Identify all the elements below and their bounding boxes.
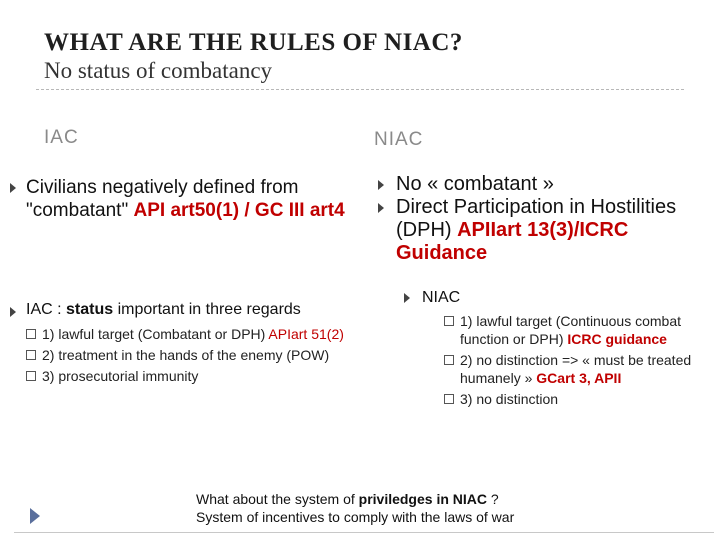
iac-status-bullet xyxy=(10,300,370,320)
checkbox-bullet-icon xyxy=(444,316,454,326)
civilians-text: Civilians negatively defined from "combatant" xyxy=(26,177,299,221)
checkbox-bullet-icon xyxy=(26,371,36,381)
bullet-text xyxy=(10,300,370,320)
item-ref: GCart 3, APII xyxy=(536,370,622,386)
dph-text: Direct Participation in Hostilities (DPH) xyxy=(396,196,677,241)
list-item xyxy=(444,390,694,408)
footer-end: ? xyxy=(487,491,499,507)
niac-label: NIAC xyxy=(422,289,461,306)
navigation-arrow-icon xyxy=(30,508,40,524)
iac-prefix: IAC : xyxy=(26,301,67,318)
status-word: status xyxy=(66,301,114,318)
list-item xyxy=(26,346,366,364)
item-text: 1) lawful target (Continuous combat function or DPH) xyxy=(460,313,681,347)
checkbox-bullet-icon xyxy=(444,394,454,404)
checkbox-bullet-icon xyxy=(26,329,36,339)
bullet-arrow-icon xyxy=(378,180,384,190)
footer-bold: priviledges in NIAC xyxy=(358,491,487,507)
bullet-arrow-icon xyxy=(10,183,16,193)
footer-question xyxy=(196,490,606,526)
item-text: 3) prosecutorial immunity xyxy=(42,368,199,384)
bullet-arrow-icon xyxy=(378,203,384,213)
list-item xyxy=(444,351,694,387)
slide-title: WHAT ARE THE RULES OF NIAC? xyxy=(44,29,463,56)
item-ref: APIart 51(2) xyxy=(268,326,344,342)
item-text: 1) lawful target (Combatant or DPH) xyxy=(42,326,269,342)
footer-line-2: System of incentives to comply with the laws of war xyxy=(196,509,515,525)
niac-main-bullets xyxy=(378,173,698,265)
title-block xyxy=(44,28,704,84)
footer-line-1 xyxy=(196,490,606,508)
item-text: 2) no distinction => « must be treated humanely » xyxy=(460,352,692,386)
bullet-arrow-icon xyxy=(10,307,16,317)
slide-subtitle: No status of combatancy xyxy=(44,58,273,83)
bullet-line xyxy=(404,288,704,308)
niac-column-header: NIAC xyxy=(374,129,424,150)
list-item xyxy=(26,367,366,385)
bullet-text xyxy=(10,176,370,222)
no-combatant-text: No « combatant » xyxy=(396,173,554,195)
footer-text: What about the system of xyxy=(196,491,359,507)
bullet-line xyxy=(378,173,698,196)
checkbox-bullet-icon xyxy=(26,350,36,360)
iac-regards-list xyxy=(26,325,366,388)
item-text: 2) treatment in the hands of the enemy (POW) xyxy=(42,347,330,363)
list-item xyxy=(26,325,366,343)
bullet-line xyxy=(10,300,370,320)
item-ref: ICRC guidance xyxy=(567,331,667,347)
bullet-line xyxy=(378,196,698,265)
bullet-line xyxy=(10,176,370,222)
niac-sub-bullet xyxy=(404,288,704,308)
footer-divider xyxy=(14,532,714,533)
civilians-bullet xyxy=(10,176,370,222)
bullet-arrow-icon xyxy=(404,293,410,303)
title-divider xyxy=(36,89,684,90)
iac-suffix: important in three regards xyxy=(113,301,301,318)
iac-column-header: IAC xyxy=(44,127,79,148)
list-item xyxy=(444,312,694,348)
apii-art13-ref: APIIart 13(3)/ICRC Guidance xyxy=(396,219,629,264)
api-art50-ref: API art50(1) / GC III art4 xyxy=(133,200,345,221)
niac-regards-list xyxy=(444,312,694,411)
checkbox-bullet-icon xyxy=(444,355,454,365)
item-text: 3) no distinction xyxy=(460,391,559,407)
